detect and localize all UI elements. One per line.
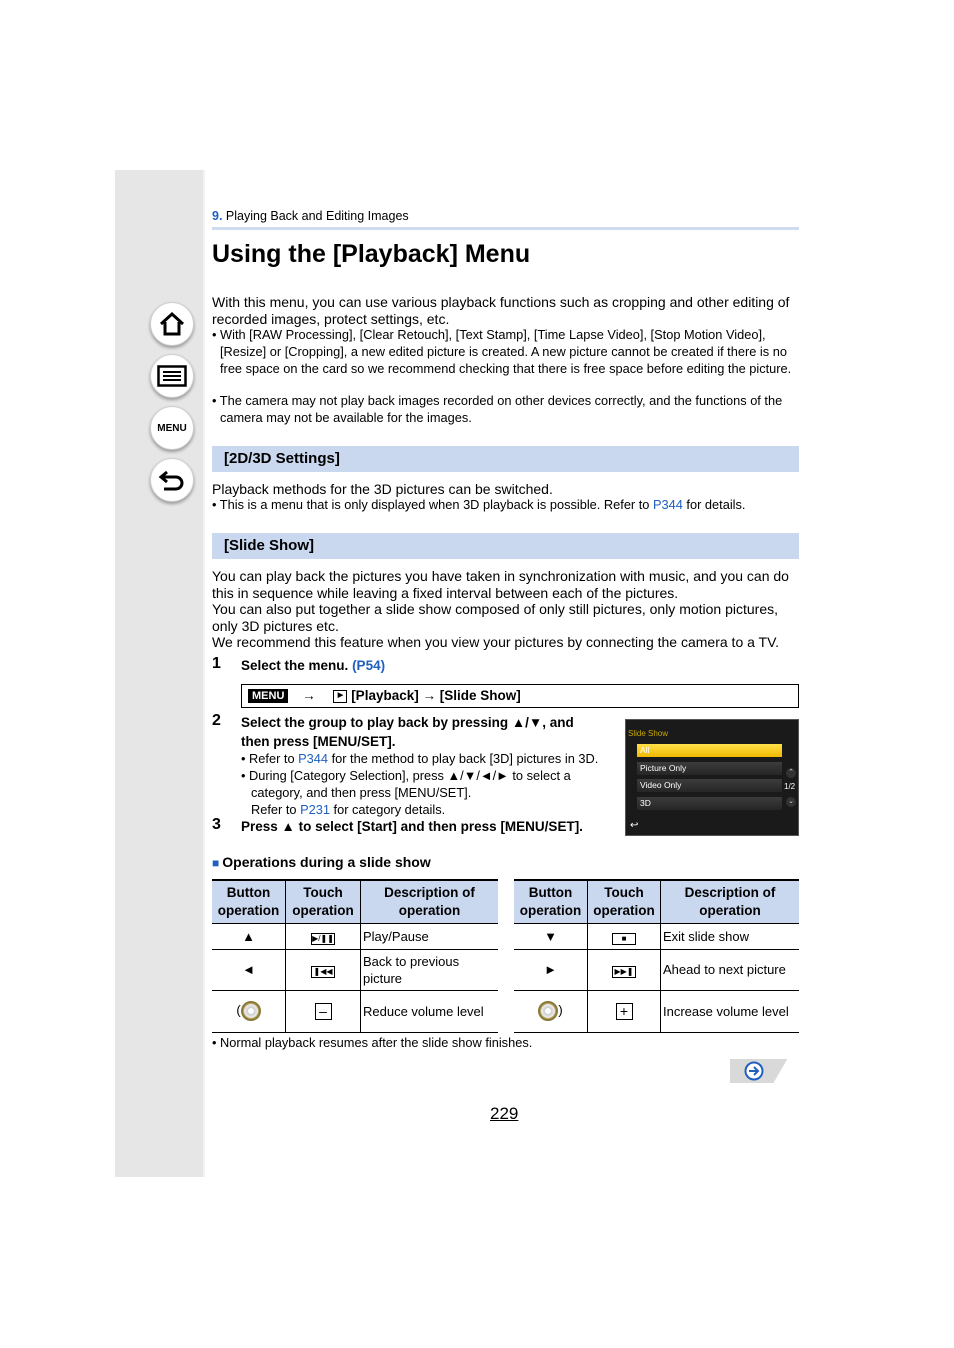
slideshow-paragraph-1: You can play back the pictures you have taken in synchronization with music, and you can do this in sequence while leaving a fixed interval between each of the pictures. xyxy=(212,568,789,601)
header-button-operation: Button operation xyxy=(514,880,588,923)
touch-play-pause-icon xyxy=(286,923,361,949)
back-button[interactable] xyxy=(150,458,194,502)
button-dial-right: ) xyxy=(514,990,588,1032)
camera-option-picture-only: Picture Only xyxy=(637,762,782,775)
playback-icon: ▶ xyxy=(333,690,347,703)
previous-icon: ❚◀◀ xyxy=(311,966,335,978)
header-rule xyxy=(212,227,799,230)
section-heading-slideshow: [Slide Show] xyxy=(212,533,799,559)
slideshow-paragraph-3: We recommend this feature when you view your pictures by connecting the camera to a TV. xyxy=(212,634,780,650)
camera-option-video-only: Video Only xyxy=(637,779,782,792)
bullet-text: Refer to xyxy=(251,801,301,817)
step-3-text: Press ▲ to select [Start] and then press [MENU/SET]. xyxy=(241,819,583,834)
bullet-text: for category details. xyxy=(329,801,446,817)
dial-right-icon xyxy=(538,1001,558,1021)
step-2-bullet-2 xyxy=(241,768,616,818)
desc-next: Ahead to next picture xyxy=(661,949,800,990)
camera-option-all: All xyxy=(637,744,782,757)
intro-bullet-1: • With [RAW Processing], [Clear Retouch], [Text Stamp], [Time Lapse Video], [Stop Motion Video], [Resize] or [Cropping], a new edited picture is created. A new picture cannot be created if there is no free space on the card so we recommend checking that there is free space before editing the picture. xyxy=(212,327,792,376)
header-touch-operation: Touch operation xyxy=(286,880,361,923)
next-page-button[interactable] xyxy=(730,1059,798,1083)
button-up-arrow: ▲ xyxy=(212,923,286,949)
menu-item-playback: [Playback] xyxy=(351,688,419,703)
camera-screen-title: Slide Show xyxy=(628,729,669,738)
step-3-number: 3 xyxy=(212,816,221,833)
step-2-bullet-1 xyxy=(241,751,621,768)
bullet-text: for the method to play back [3D] pictures in 3D. xyxy=(328,751,599,766)
stop-icon: ■ xyxy=(612,933,636,945)
step-2-line-2: then press [MENU/SET]. xyxy=(241,734,396,749)
arrow: → xyxy=(302,688,316,703)
sidebar-edge xyxy=(203,170,205,1177)
link-p54[interactable]: (P54) xyxy=(352,658,386,673)
operations-table-left xyxy=(212,879,498,1033)
desc-increase-volume: Increase volume level xyxy=(661,990,800,1032)
operations-heading xyxy=(212,854,431,870)
operations-heading-text: Operations during a slide show xyxy=(222,854,431,870)
touch-minus-icon xyxy=(286,990,361,1032)
button-down-arrow: ▼ xyxy=(514,923,588,949)
camera-return-icon: ↩ xyxy=(630,820,639,831)
table-row xyxy=(212,949,498,990)
touch-stop-icon xyxy=(588,923,661,949)
step-1-text xyxy=(241,656,385,675)
header-button-operation: Button operation xyxy=(212,880,286,923)
intro-paragraph: With this menu, you can use various playback functions such as cropping and other editing of recorded images, protect settings, etc. xyxy=(212,294,790,327)
bullet-text: • During [Category Selection], press ▲/▼/◄/► to select a category, and then press [MENU/SET]. xyxy=(241,768,571,800)
plus-icon: + xyxy=(616,1003,633,1020)
bullet-text: • Refer to xyxy=(241,751,299,766)
next-page-icon xyxy=(744,1061,764,1081)
step-text: Select the menu. xyxy=(241,658,349,673)
link-p344[interactable]: P344 xyxy=(652,497,683,512)
desc-reduce-volume: Reduce volume level xyxy=(361,990,499,1032)
chapter-title: Playing Back and Editing Images xyxy=(225,209,409,223)
section-2d3d-paragraph: Playback methods for the 3D pictures can be switched. xyxy=(212,481,553,497)
step-2-line-1: Select the group to play back by pressing ▲/▼, and xyxy=(241,715,574,730)
table-row xyxy=(514,923,799,949)
link-p344[interactable]: P344 xyxy=(298,751,329,766)
section-heading-2d3d: [2D/3D Settings] xyxy=(212,446,799,472)
step-1-number: 1 xyxy=(212,655,221,672)
button-left-arrow: ◄ xyxy=(212,949,286,990)
bullet-text: for details. xyxy=(682,497,746,512)
home-button[interactable] xyxy=(150,302,194,346)
arrow: → xyxy=(422,688,436,703)
home-icon xyxy=(158,311,186,337)
desc-play-pause: Play/Pause xyxy=(361,923,499,949)
header-touch-operation: Touch operation xyxy=(588,880,661,923)
camera-option-3d: 3D xyxy=(637,797,782,810)
desc-previous: Back to previous picture xyxy=(361,949,499,990)
desc-exit: Exit slide show xyxy=(661,923,800,949)
scroll-down-icon: ⌄ xyxy=(786,797,796,807)
operations-table-right xyxy=(514,879,799,1033)
menu-path-box xyxy=(241,684,799,708)
header-description: Description of operation xyxy=(361,880,499,923)
touch-next-icon xyxy=(588,949,661,990)
menu-item-slideshow: [Slide Show] xyxy=(439,688,521,703)
step-2-number: 2 xyxy=(212,712,221,729)
page-title: Using the [Playback] Menu xyxy=(212,240,531,268)
intro-bullet-2: • The camera may not play back images recorded on other devices correctly, and the functions of the camera may not be available for the images. xyxy=(212,393,783,425)
menu-label: MENU xyxy=(157,422,187,434)
button-right-arrow: ► xyxy=(514,949,588,990)
camera-screen xyxy=(625,719,799,836)
play-pause-icon: ▶/❚❚ xyxy=(312,933,334,943)
chapter-number: 9. xyxy=(212,209,223,223)
link-p231[interactable]: P231 xyxy=(300,801,330,817)
table-row xyxy=(514,990,799,1032)
table-row xyxy=(514,949,799,990)
table-of-contents-button[interactable] xyxy=(150,354,194,398)
section-2d3d-bullet xyxy=(212,497,802,514)
return-icon xyxy=(158,468,186,492)
dial-left-icon xyxy=(241,1001,261,1021)
list-icon xyxy=(157,365,187,387)
menu-tag: MENU xyxy=(248,689,288,703)
table-row xyxy=(212,990,498,1032)
next-icon: ▶▶❚ xyxy=(612,966,636,978)
camera-page-indicator: 1/2 xyxy=(784,782,796,791)
square-bullet-icon: ■ xyxy=(212,856,220,870)
menu-button[interactable] xyxy=(150,406,194,450)
scroll-up-icon: ⌃ xyxy=(786,768,796,778)
operations-note: • Normal playback resumes after the slide show finishes. xyxy=(212,1035,533,1050)
page-number: 229 xyxy=(490,1104,519,1123)
table-row xyxy=(212,923,498,949)
breadcrumb xyxy=(212,209,409,223)
bullet-text: • This is a menu that is only displayed when 3D playback is possible. Refer to xyxy=(212,497,653,512)
touch-previous-icon xyxy=(286,949,361,990)
slideshow-paragraph-2: You can also put together a slide show composed of only still pictures, only motion pictures, only 3D pictures etc. xyxy=(212,601,779,634)
minus-icon: – xyxy=(315,1003,332,1020)
touch-plus-icon xyxy=(588,990,661,1032)
button-dial-left: ( xyxy=(212,990,286,1032)
header-description: Description of operation xyxy=(661,880,800,923)
